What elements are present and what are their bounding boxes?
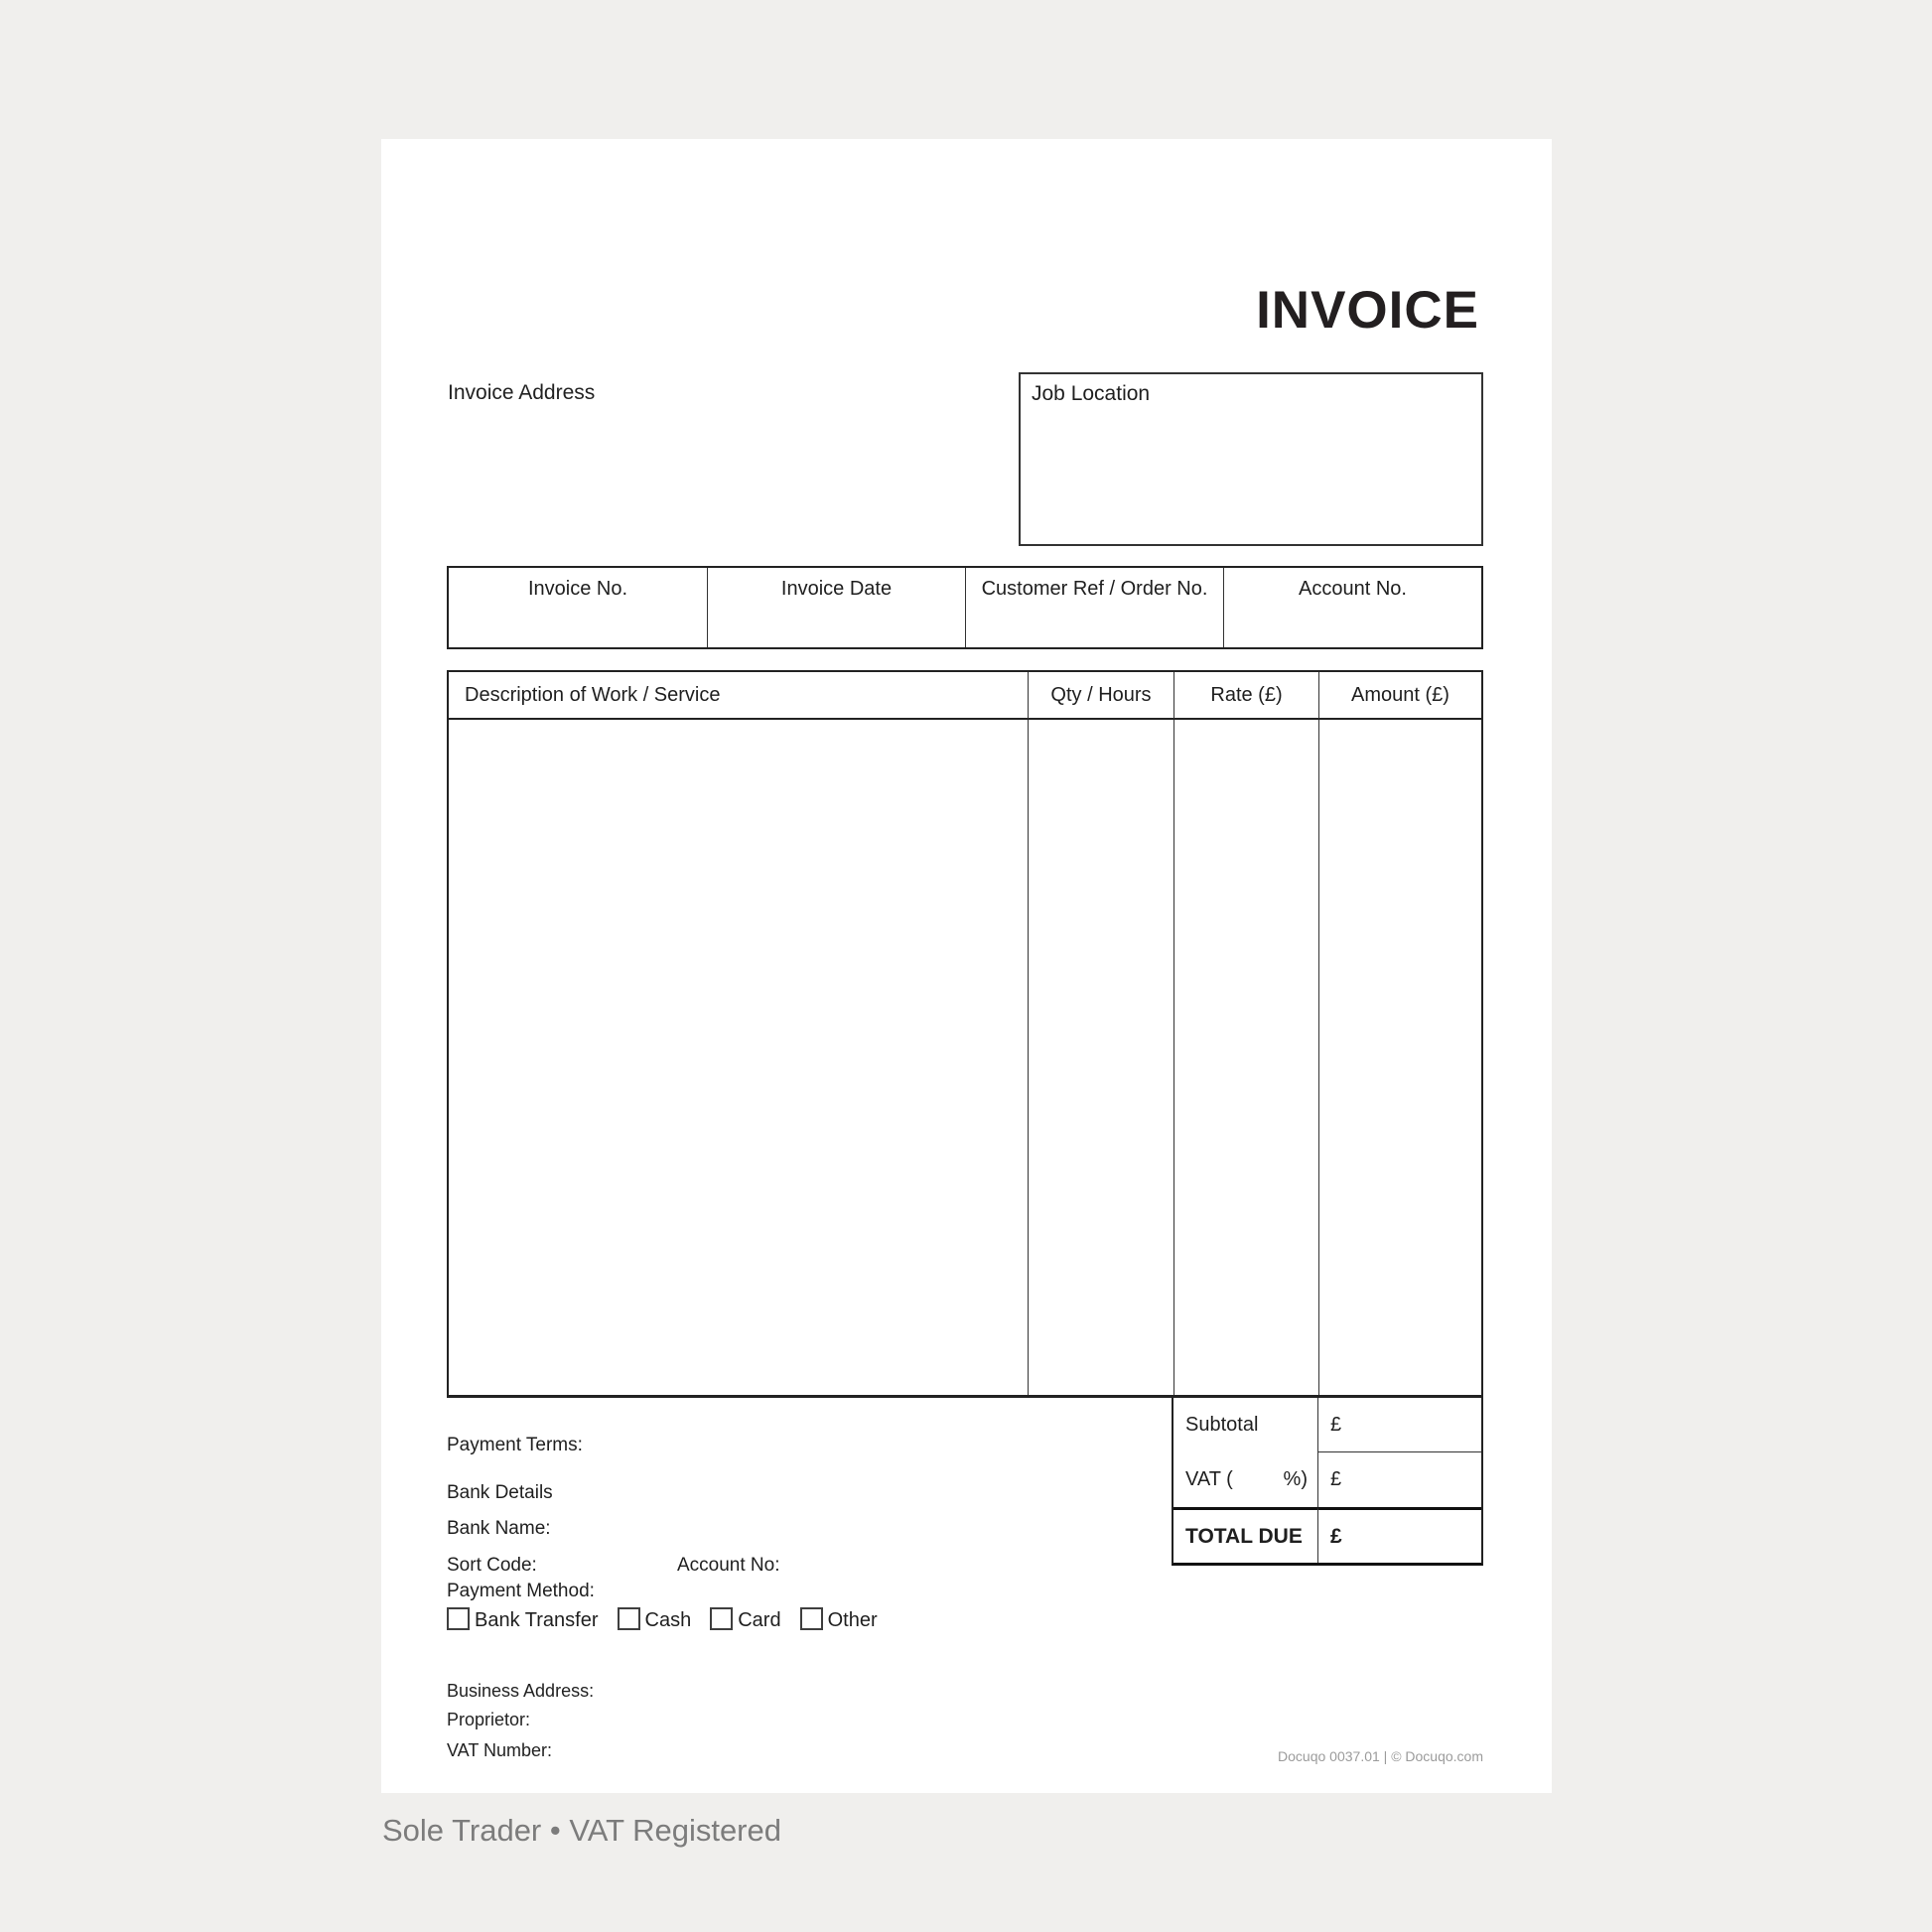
bank-transfer-label: Bank Transfer <box>475 1609 599 1631</box>
description-column-header: Description of Work / Service <box>449 672 1028 720</box>
vat-number-label: VAT Number: <box>447 1740 553 1760</box>
invoice-info-table <box>447 566 1483 649</box>
vat-currency: £ <box>1330 1468 1342 1490</box>
cash-label: Cash <box>644 1609 692 1631</box>
payment-method-card <box>710 1609 780 1632</box>
invoice-date-header: Invoice Date <box>780 578 893 600</box>
subtotal-currency: £ <box>1330 1413 1342 1436</box>
payment-method-cash <box>618 1609 692 1632</box>
cash-checkbox[interactable] <box>618 1607 640 1630</box>
page-title: INVOICE <box>1256 281 1479 340</box>
business-address-label: Business Address: <box>447 1681 595 1701</box>
bank-name-label: Bank Name: <box>447 1518 551 1539</box>
customer-ref-header: Customer Ref / Order No. <box>981 578 1208 600</box>
description-entry-area[interactable] <box>449 720 1028 1395</box>
payment-method-bank-transfer <box>447 1609 599 1632</box>
qty-entry-area[interactable] <box>1028 720 1173 1395</box>
other-checkbox[interactable] <box>800 1607 823 1630</box>
bank-transfer-checkbox[interactable] <box>447 1607 470 1630</box>
payment-method-other <box>800 1609 878 1632</box>
job-location-box[interactable] <box>1019 372 1483 546</box>
sort-code-label: Sort Code: <box>447 1555 537 1576</box>
totals-table <box>1172 1398 1483 1566</box>
invoice-page <box>381 139 1552 1793</box>
job-location-label: Job Location <box>1032 382 1151 405</box>
payment-terms-label: Payment Terms: <box>447 1435 583 1455</box>
vat-label[interactable]: VAT ( %) <box>1173 1452 1318 1507</box>
subtotal-amount-cell[interactable] <box>1318 1398 1481 1452</box>
total-due-currency: £ <box>1330 1524 1342 1548</box>
payment-method-options <box>447 1609 878 1632</box>
template-caption: Sole Trader • VAT Registered <box>382 1813 781 1848</box>
customer-ref-cell[interactable] <box>965 568 1223 647</box>
subtotal-label: Subtotal <box>1173 1398 1318 1452</box>
invoice-address-label: Invoice Address <box>448 381 596 404</box>
amount-entry-area[interactable] <box>1318 720 1481 1395</box>
invoice-date-cell[interactable] <box>707 568 965 647</box>
docuqo-credit: Docuqo 0037.01 | © Docuqo.com <box>1278 1748 1483 1764</box>
total-due-amount-cell[interactable] <box>1318 1507 1481 1563</box>
account-no-header: Account No. <box>1299 578 1407 600</box>
amount-column-header: Amount (£) <box>1318 672 1481 720</box>
payment-method-label: Payment Method: <box>447 1581 595 1601</box>
rate-entry-area[interactable] <box>1173 720 1318 1395</box>
account-no-label: Account No: <box>677 1555 780 1576</box>
total-due-label: TOTAL DUE <box>1173 1507 1318 1563</box>
invoice-no-header: Invoice No. <box>527 578 628 600</box>
rate-column-header: Rate (£) <box>1173 672 1318 720</box>
account-no-cell[interactable] <box>1223 568 1481 647</box>
card-checkbox[interactable] <box>710 1607 733 1630</box>
line-items-table <box>447 670 1483 1398</box>
other-label: Other <box>827 1609 878 1631</box>
proprietor-label: Proprietor: <box>447 1710 531 1729</box>
invoice-no-cell[interactable] <box>449 568 707 647</box>
card-label: Card <box>738 1609 781 1631</box>
vat-amount-cell[interactable] <box>1318 1452 1481 1507</box>
bank-details-label: Bank Details <box>447 1482 553 1503</box>
qty-column-header: Qty / Hours <box>1028 672 1173 720</box>
